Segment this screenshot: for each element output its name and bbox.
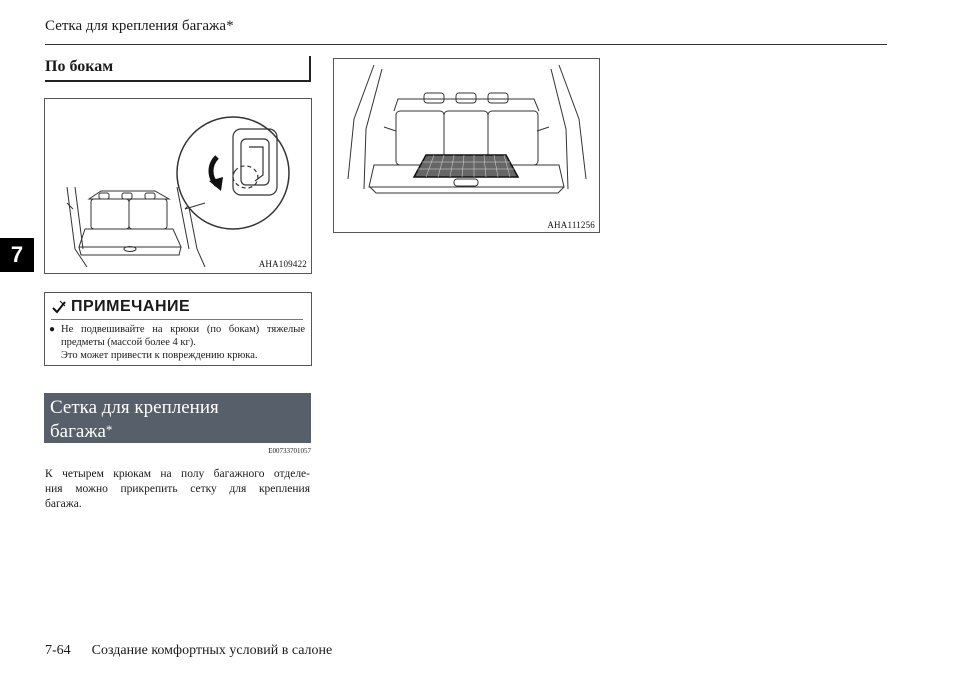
- body-paragraph: [45, 467, 310, 512]
- note-title: ПРИМЕЧАНИЕ: [71, 298, 191, 315]
- figure-code: AHA109422: [258, 259, 307, 269]
- note-body: [49, 323, 305, 362]
- figure-side-hooks: [44, 98, 312, 274]
- running-header: Сетка для крепления багажа*: [45, 18, 234, 34]
- section-title-line-1: Сетка для крепления: [50, 397, 219, 418]
- section-code: E00733701057: [268, 447, 311, 455]
- note-line-2: предметы (массой более 4 кг).: [61, 337, 196, 348]
- bullet-icon: ●: [49, 324, 56, 335]
- page-number: 7-64: [45, 643, 71, 658]
- body-line-3: багажа.: [45, 498, 82, 510]
- sub-heading-rule-vertical: [309, 56, 311, 82]
- note-line-1: Не подвешивайте на крюки (по бокам) тяжелые: [61, 324, 305, 335]
- section-title-line-2: багажа: [50, 421, 106, 442]
- figure-luggage-net: [333, 58, 600, 233]
- figure-code: AHA111256: [547, 220, 595, 230]
- section-title: [50, 397, 219, 443]
- header-divider: [45, 44, 887, 45]
- note-divider: [51, 319, 303, 320]
- sub-heading-rule: [45, 80, 311, 82]
- cargo-net-illustration: [334, 59, 599, 232]
- chapter-tab: 7: [0, 238, 34, 272]
- sub-heading: По бокам: [45, 58, 114, 75]
- chapter-name: Создание комфортных условий в салоне: [91, 643, 333, 658]
- cargo-area-hook-illustration: [45, 99, 311, 273]
- page-footer: [45, 643, 332, 659]
- pencil-check-icon: [51, 299, 67, 315]
- note-box: [44, 292, 312, 366]
- note-line-3: Это может привести к повреждению крюка.: [61, 350, 258, 361]
- section-heading-box: [44, 393, 311, 443]
- body-line-1: К четырем крюкам на полу багажного отделе-: [45, 468, 310, 480]
- section-title-asterisk: *: [105, 422, 113, 437]
- body-line-2: ния можно прикрепить сетку для крепления: [45, 483, 310, 495]
